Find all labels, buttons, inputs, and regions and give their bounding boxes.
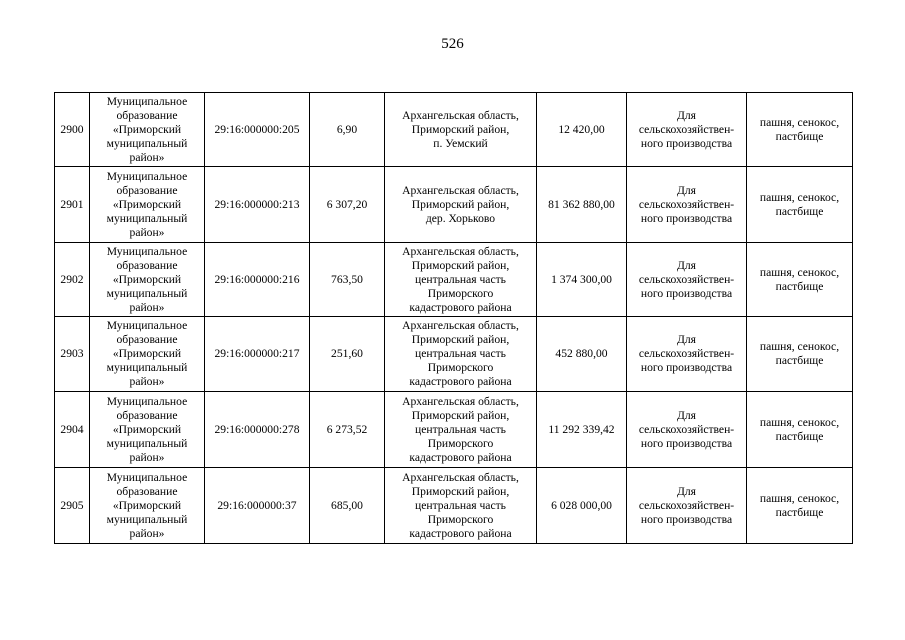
cell-area: 763,50 bbox=[310, 243, 385, 317]
cell-permitted-use-line: пашня, сенокос, bbox=[759, 115, 840, 129]
cell-owner-line: район» bbox=[129, 300, 165, 314]
cell-cadastral-value: 11 292 339,42 bbox=[537, 392, 627, 468]
cell-address-line: кадастрового района bbox=[409, 450, 512, 464]
cell-owner bbox=[90, 93, 205, 167]
table-body bbox=[55, 93, 853, 544]
cell-address-line: Приморский район, bbox=[411, 333, 510, 346]
cell-owner-line: образование bbox=[116, 408, 178, 422]
cell-owner bbox=[90, 468, 205, 544]
cell-land-category bbox=[627, 243, 747, 317]
cell-land-category-line: сельскохозяйствен- bbox=[638, 498, 735, 512]
cell-owner-line: Муниципальное bbox=[106, 169, 188, 183]
cell-address bbox=[385, 243, 537, 317]
cell-record-number: 2905 bbox=[55, 468, 90, 544]
cell-cadastral-value: 12 420,00 bbox=[537, 93, 627, 167]
cell-area: 6 273,52 bbox=[310, 392, 385, 468]
cell-address-line: Архангельская область, bbox=[402, 319, 519, 332]
cell-land-category bbox=[627, 317, 747, 392]
cell-land-category bbox=[627, 167, 747, 243]
cell-owner-line: образование bbox=[116, 183, 178, 197]
cell-permitted-use-line: пашня, сенокос, bbox=[759, 190, 840, 204]
cell-permitted-use bbox=[747, 468, 853, 544]
cell-owner-line: «Приморский bbox=[112, 122, 182, 136]
cell-area: 6 307,20 bbox=[310, 167, 385, 243]
cell-land-category-line: сельскохозяйствен- bbox=[638, 197, 735, 211]
cell-address-line: Архангельская область, bbox=[402, 470, 519, 484]
cell-owner-line: муниципальный bbox=[106, 512, 188, 526]
cell-address-line: Приморский район, bbox=[411, 258, 510, 272]
cell-cadastral-number: 29:16:000000:217 bbox=[205, 317, 310, 392]
page-number: 526 bbox=[441, 36, 464, 52]
cell-address-line: кадастрового района bbox=[409, 300, 512, 314]
cell-address-line: центральная часть bbox=[415, 347, 506, 360]
cell-cadastral-number: 29:16:000000:37 bbox=[205, 468, 310, 544]
table-row bbox=[55, 468, 853, 544]
cell-land-category-line: ного производства bbox=[640, 436, 733, 450]
cell-land-category-line: Для bbox=[676, 408, 697, 422]
cell-cadastral-value: 1 374 300,00 bbox=[537, 243, 627, 317]
cell-area: 6,90 bbox=[310, 93, 385, 167]
cell-owner-line: район» bbox=[129, 225, 165, 239]
cell-address-line: центральная часть bbox=[415, 272, 506, 286]
cell-owner-line: «Приморский bbox=[112, 347, 182, 360]
cell-permitted-use bbox=[747, 392, 853, 468]
cell-area: 251,60 bbox=[310, 317, 385, 392]
cell-cadastral-number: 29:16:000000:278 bbox=[205, 392, 310, 468]
cell-address-line: Архангельская область, bbox=[402, 394, 519, 408]
cell-land-category-line: ного производства bbox=[640, 286, 733, 300]
cell-owner-line: образование bbox=[116, 484, 178, 498]
cell-address-line: Архангельская область, bbox=[402, 183, 519, 197]
cell-owner bbox=[90, 243, 205, 317]
cell-owner-line: муниципальный bbox=[106, 361, 188, 374]
cell-permitted-use-line: пастбище bbox=[775, 429, 824, 443]
cell-land-category bbox=[627, 93, 747, 167]
cell-address-line: п. Уемский bbox=[433, 136, 488, 150]
cell-record-number: 2900 bbox=[55, 93, 90, 167]
cell-cadastral-value: 6 028 000,00 bbox=[537, 468, 627, 544]
cell-cadastral-number: 29:16:000000:213 bbox=[205, 167, 310, 243]
cell-cadastral-number: 29:16:000000:216 bbox=[205, 243, 310, 317]
table-row bbox=[55, 243, 853, 317]
cell-cadastral-number: 29:16:000000:205 bbox=[205, 93, 310, 167]
cell-record-number: 2901 bbox=[55, 167, 90, 243]
cell-owner-line: район» bbox=[129, 150, 165, 164]
cell-record-number: 2903 bbox=[55, 317, 90, 392]
cell-permitted-use bbox=[747, 167, 853, 243]
cell-address-line: центральная часть bbox=[415, 498, 506, 512]
cell-cadastral-value: 81 362 880,00 bbox=[537, 167, 627, 243]
cell-owner-line: район» bbox=[129, 450, 165, 464]
cell-land-category-line: сельскохозяйствен- bbox=[638, 422, 735, 436]
cell-land-category-line: Для bbox=[676, 183, 697, 197]
cell-permitted-use-line: пашня, сенокос, bbox=[759, 415, 840, 429]
cell-owner-line: муниципальный bbox=[106, 211, 188, 225]
cell-address-line: кадастрового района bbox=[409, 375, 512, 388]
cell-owner bbox=[90, 392, 205, 468]
cell-land-category-line: ного производства bbox=[640, 136, 733, 150]
cell-land-category-line: сельскохозяйствен- bbox=[638, 347, 735, 360]
cell-address-line: Архангельская область, bbox=[402, 244, 519, 258]
cell-permitted-use-line: пастбище bbox=[775, 279, 824, 293]
cell-permitted-use bbox=[747, 93, 853, 167]
cell-owner-line: район» bbox=[129, 375, 165, 388]
cell-owner-line: образование bbox=[116, 108, 178, 122]
cell-address-line: центральная часть bbox=[415, 422, 506, 436]
cell-address bbox=[385, 93, 537, 167]
cell-address bbox=[385, 468, 537, 544]
cell-address-line: Архангельская область, bbox=[402, 108, 519, 122]
cell-permitted-use bbox=[747, 317, 853, 392]
cell-land-category bbox=[627, 392, 747, 468]
cell-owner-line: муниципальный bbox=[106, 286, 188, 300]
cell-permitted-use-line: пастбище bbox=[775, 354, 824, 367]
cell-address-line: дер. Хорьково bbox=[425, 211, 496, 225]
table-row bbox=[55, 93, 853, 167]
cell-address-line: Приморского bbox=[427, 361, 494, 374]
cell-owner-line: образование bbox=[116, 333, 178, 346]
cell-record-number: 2904 bbox=[55, 392, 90, 468]
cell-address-line: кадастрового района bbox=[409, 526, 512, 540]
cell-owner-line: «Приморский bbox=[112, 197, 182, 211]
cell-owner-line: Муниципальное bbox=[106, 470, 188, 484]
cell-address-line: Приморский район, bbox=[411, 408, 510, 422]
cell-land-category-line: сельскохозяйствен- bbox=[638, 272, 735, 286]
cell-permitted-use-line: пастбище bbox=[775, 505, 824, 519]
table-row bbox=[55, 167, 853, 243]
cell-address-line: Приморского bbox=[427, 286, 494, 300]
cell-owner bbox=[90, 317, 205, 392]
cell-address bbox=[385, 167, 537, 243]
cell-land-category-line: Для bbox=[676, 484, 697, 498]
cell-owner-line: Муниципальное bbox=[106, 244, 188, 258]
cell-address-line: Приморского bbox=[427, 436, 494, 450]
cell-address-line: Приморский район, bbox=[411, 484, 510, 498]
cell-permitted-use-line: пашня, сенокос, bbox=[759, 340, 840, 353]
cell-owner-line: Муниципальное bbox=[106, 394, 188, 408]
cell-land-category-line: ного производства bbox=[640, 361, 733, 374]
table-row bbox=[55, 317, 853, 392]
cell-owner-line: муниципальный bbox=[106, 436, 188, 450]
cell-address-line: Приморский район, bbox=[411, 197, 510, 211]
cell-cadastral-value: 452 880,00 bbox=[537, 317, 627, 392]
cell-land-category-line: ного производства bbox=[640, 512, 733, 526]
cell-permitted-use-line: пастбище bbox=[775, 129, 824, 143]
cell-area: 685,00 bbox=[310, 468, 385, 544]
cell-owner-line: район» bbox=[129, 526, 165, 540]
cell-land-category-line: Для bbox=[676, 333, 697, 346]
cell-land-category-line: сельскохозяйствен- bbox=[638, 122, 735, 136]
cell-owner-line: «Приморский bbox=[112, 422, 182, 436]
cell-owner-line: «Приморский bbox=[112, 272, 182, 286]
cell-land-category-line: Для bbox=[676, 258, 697, 272]
cell-permitted-use-line: пашня, сенокос, bbox=[759, 491, 840, 505]
cell-permitted-use-line: пашня, сенокос, bbox=[759, 265, 840, 279]
cell-owner bbox=[90, 167, 205, 243]
cell-land-category bbox=[627, 468, 747, 544]
cell-permitted-use bbox=[747, 243, 853, 317]
cell-address-line: Приморский район, bbox=[411, 122, 510, 136]
cell-record-number: 2902 bbox=[55, 243, 90, 317]
cell-owner-line: «Приморский bbox=[112, 498, 182, 512]
cell-address bbox=[385, 392, 537, 468]
cell-owner-line: муниципальный bbox=[106, 136, 188, 150]
land-registry-table bbox=[54, 92, 853, 544]
cell-address-line: Приморского bbox=[427, 512, 494, 526]
cell-owner-line: Муниципальное bbox=[106, 319, 188, 332]
cell-owner-line: образование bbox=[116, 258, 178, 272]
cell-address bbox=[385, 317, 537, 392]
table-row bbox=[55, 392, 853, 468]
cell-permitted-use-line: пастбище bbox=[775, 204, 824, 218]
cell-land-category-line: Для bbox=[676, 108, 697, 122]
cell-owner-line: Муниципальное bbox=[106, 94, 188, 108]
cell-land-category-line: ного производства bbox=[640, 211, 733, 225]
